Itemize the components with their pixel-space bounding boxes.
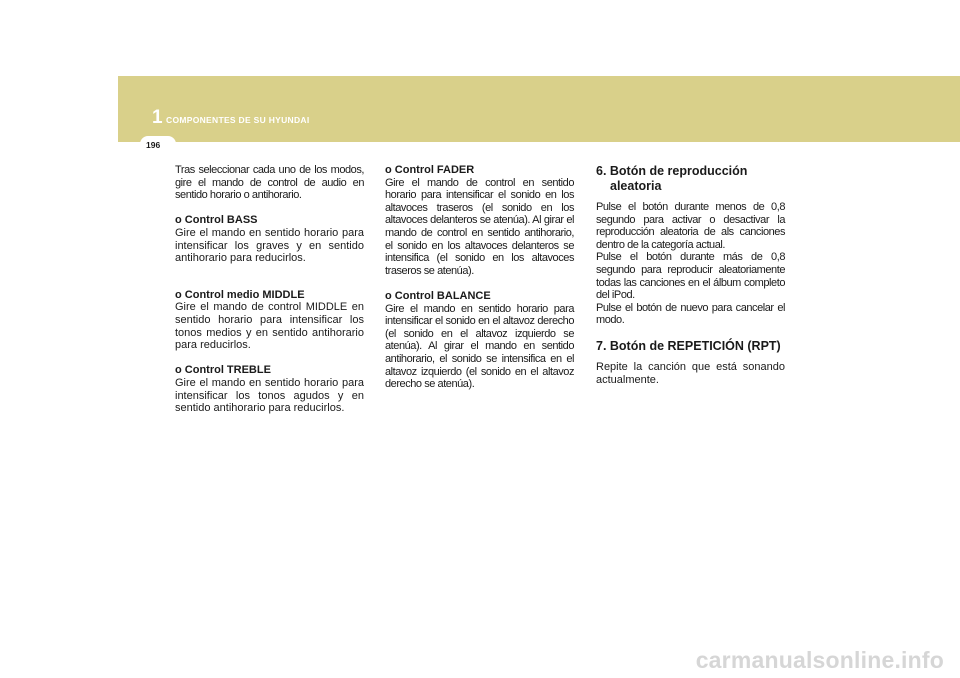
bass-title: o Control BASS (175, 214, 258, 227)
bass-section (175, 214, 364, 264)
middle-section (175, 289, 364, 352)
section-gap (596, 327, 785, 339)
fader-title: o Control FADER (385, 164, 475, 176)
chapter-title: COMPONENTES DE SU HYUNDAI (166, 115, 310, 125)
treble-title: o Control TREBLE (175, 364, 271, 377)
section-6-heading-line1: 6. Botón de reproducción (596, 164, 748, 178)
balance-text: Gire el mando en sentido horario para intensificar el sonido en el altavoz derecho (el sonido en el altavoz izquierdo se atenúa). Al girar el mando en sentido antihorario, el sonido se intensifica en el altavoz izquierdo (el sonido en el altavoz derecho se atenúa). (385, 302, 574, 391)
header-band (118, 76, 960, 142)
balance-title: o Control BALANCE (385, 289, 491, 302)
text-column-1 (175, 164, 364, 427)
section-7-heading: 7. Botón de REPETICIÓN (RPT) (596, 338, 781, 353)
treble-section (175, 364, 364, 414)
section-6-paragraph-2: Pulse el botón durante más de 0,8 segundo para reproducir aleatoriamente todas las canciones en el álbum completo del iPod. (596, 251, 785, 302)
text-column-2 (385, 164, 574, 403)
bass-text: Gire el mando en sentido horario para intensificar los graves y en sentido antihorario para reducirlos. (175, 226, 364, 265)
intro-paragraph: Tras seleccionar cada uno de los modos, gire el mando de control de audio en sentido horario o antihorario. (175, 164, 364, 202)
middle-text: Gire el mando de control MIDDLE en sentido horario para intensificar los tonos medios y en sentido antihorario para reducirlos. (175, 301, 364, 352)
chapter-number: 1 (152, 107, 163, 128)
fader-text: Gire el mando de control en sentido horario para intensificar el sonido en los altavoces traseros (el sonido en los altavoces delanteros se atenúa). Al girar el mando de control en sentido antihorario, el sonido en los altavoces delanteros se intensifica (el sonido en los altavoces traseros se atenúa). (385, 176, 574, 277)
fader-section (385, 164, 574, 277)
section-7-heading-block (596, 339, 785, 354)
section-7-paragraph: Repite la canción que está sonando actualmente. (596, 360, 785, 386)
balance-section (385, 290, 574, 391)
section-6-paragraph-3: Pulse el botón de nuevo para cancelar el modo. (596, 301, 785, 327)
section-6-heading (596, 164, 785, 194)
text-column-3 (596, 164, 785, 386)
section-6-heading-line2: aleatoria (610, 179, 662, 193)
treble-text: Gire el mando en sentido horario para intensificar los tonos agudos y en sentido antihorario para reducirlos. (175, 376, 364, 415)
page-number: 196 (146, 140, 161, 150)
watermark: carmanualsonline.info (695, 647, 944, 673)
middle-title: o Control medio MIDDLE (175, 288, 305, 301)
section-6-paragraph-1: Pulse el botón durante menos de 0,8 segundo para activar o desactivar la reproducción aleatoria de als canciones dentro de la categoría actual. (596, 201, 785, 251)
